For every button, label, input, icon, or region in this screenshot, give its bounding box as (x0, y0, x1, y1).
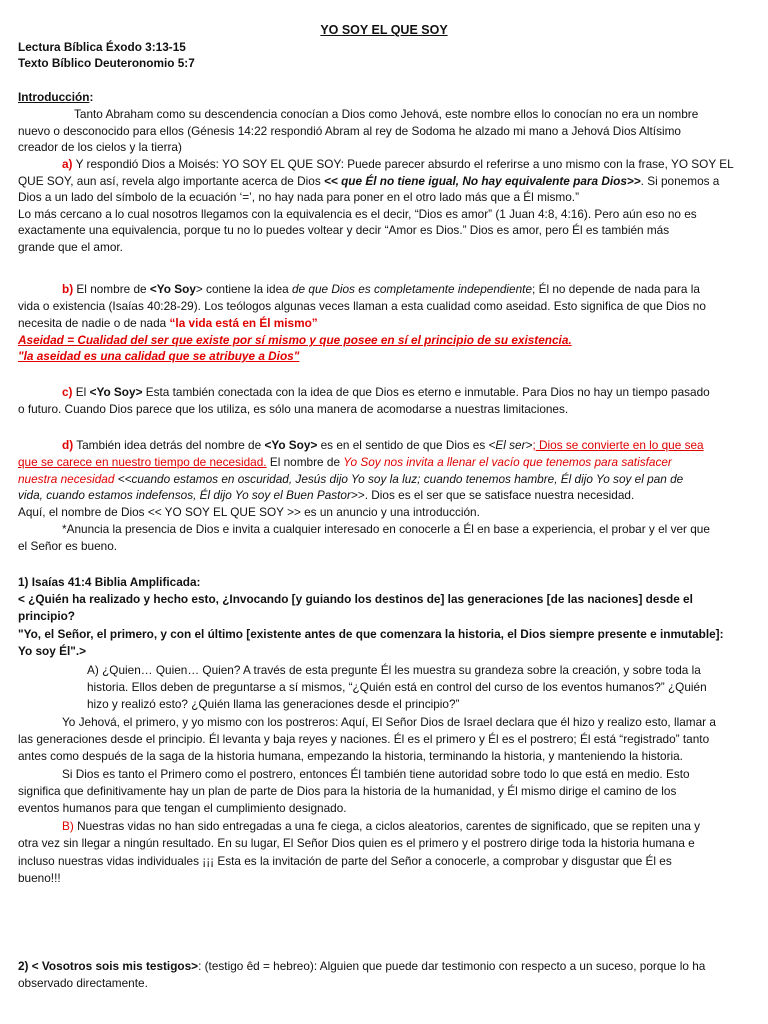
section-2-text-1: : (testigo êd = hebreo): Alguien que puede dar testimonio con respecto a un suceso, porque lo ha (198, 959, 706, 973)
aseidad-note: "la aseidad es una calidad que se atribuye a Dios" (18, 349, 300, 363)
texto-reference: Texto Bíblico Deuteronomio 5:7 (18, 56, 195, 70)
point-d-red-2: que se carece en nuestro tiempo de necesidad. (18, 455, 267, 469)
point-a-text-1: Y respondió Dios a Moisés: YO SOY EL QUE SOY: Puede parecer absurdo el referirse a uno mismo con la frase, YO SOY EL (75, 157, 734, 171)
point-b-text-1c: ; Él no depende de nada para la (532, 282, 700, 296)
point-a-text-2a: QUE SOY, aun así, revela algo importante acerca de Dios (18, 174, 325, 188)
point-d-line-4 (18, 487, 634, 503)
point-d-red-italic-2: nuestra necesidad (18, 472, 115, 486)
point-d-italic-2: vida, cuando estamos indefensos, Él dijo Yo soy el Buen Pastor (18, 488, 351, 502)
point-a-text-2b: . Si ponemos a (640, 174, 720, 188)
point-d-text-2: El nombre de (266, 455, 344, 469)
section-1-quote-1: < ¿Quién ha realizado y hecho esto, ¿Invocando [y guiando los destinos de] las generaciones [de las naciones] desde el (18, 592, 693, 606)
point-d-italic-1: <<cuando estamos en oscuridad, Jesús dijo Yo soy la luz; cuando tenemos hambre, Él dijo Yo soy el pan de (114, 472, 684, 486)
point-d-text-1b: es en el sentido de que Dios es (317, 438, 489, 452)
point-a-emphasis: << que Él no tiene igual, No hay equivalente para Dios>> (324, 174, 641, 188)
point-c-marker: c) (62, 385, 73, 399)
lectura-reference: Lectura Bíblica Éxodo 3:13-15 (18, 40, 186, 54)
section-1-B-text-1: Nuestras vidas no han sido entregadas a una fe ciega, a ciclos aleatorios, carentes de significado, que se repiten una y (73, 819, 701, 833)
section-1-para-5: significa que definitivamente hay un plan de parte de Dios para la historia de la humanidad, y Él mismo dirige el camino de los (18, 784, 677, 798)
point-c-text-1a: El (75, 385, 90, 399)
point-d-text-1a: También idea detrás del nombre de (76, 438, 265, 452)
intro-colon: : (89, 90, 94, 104)
aseidad-definition: Aseidad = Cualidad del ser que existe por sí mismo y que posee en sí el principio de su existencia. (18, 333, 572, 347)
point-d-elser: <El ser> (488, 438, 533, 452)
point-a-line-5: exactamente una equivalencia, porque tu no lo puedes voltear y decir “Amor es Dios.” Dios es amor, pero Él es también más (18, 223, 670, 237)
point-b-quote: “la vida está en Él mismo” (169, 316, 318, 330)
point-d-line-5: Aquí, el nombre de Dios << YO SOY EL QUE SOY >> es un anuncio y una introducción. (18, 505, 480, 519)
point-d-line-3 (18, 471, 683, 487)
point-b-yosoy: <Yo Soy (149, 282, 196, 296)
point-d-line-6: *Anuncia la presencia de Dios e invita a cualquier interesado en conocerle a Él en base a experiencia, el probar y el ver que (62, 522, 710, 536)
point-c-yosoy: <Yo Soy> (89, 385, 143, 399)
page-title: YO SOY EL QUE SOY (320, 23, 448, 37)
point-d-line-1 (62, 437, 704, 453)
section-1-A-line-3: hizo y realizó esto? ¿Quién llama las generaciones desde el principio?” (87, 697, 460, 711)
section-1-B-line-1 (62, 818, 700, 834)
intro-heading: Introducción (18, 90, 90, 104)
section-1-para-1: Yo Jehová, el primero, y yo mismo con los postreros: Aquí, El Señor Dios de Israel declara que él hizo y realizo esto, llamar a (62, 715, 716, 729)
point-b-line-3 (18, 315, 318, 331)
section-2-heading: 2) < Vosotros sois mis testigos> (18, 959, 199, 973)
point-c-line-1 (62, 384, 710, 400)
point-b-text-1a: El nombre de (76, 282, 150, 296)
point-a-marker: a) (62, 157, 73, 171)
section-2-line-1 (18, 958, 705, 974)
point-c-line-2: o futuro. Cuando Dios parece que los utiliza, es sólo una manera de acomodarse a nuestras limitaciones. (18, 402, 569, 416)
point-b-line-2: vida o existencia (Isaías 40:28-29). Los teólogos algunas veces llaman a esta cualidad como aseidad. Esto significa de que Dios no (18, 299, 706, 313)
point-a-line-1 (62, 156, 734, 172)
section-1-A-line-1: A) ¿Quien… Quien… Quien? A través de esta pregunte Él les muestra su grandeza sobre la creación, y sobre toda la (87, 663, 701, 677)
section-1-quote-3: "Yo, el Señor, el primero, y con el último [existente antes de que comenzara la historia, el Dios siempre presente e inmutable]: (18, 627, 724, 641)
intro-line-1: Tanto Abraham como su descendencia conocían a Dios como Jehová, este nombre ellos lo conocían no era un nombre (74, 107, 699, 121)
point-b-italic: de que Dios es completamente independiente (291, 282, 533, 296)
intro-line-3: creador de los cielos y la tierra) (18, 140, 182, 154)
point-b-text-3: necesita de nadie o de nada (18, 316, 170, 330)
section-2-line-2: observado directamente. (18, 976, 148, 990)
intro-line-2: nuevo o desconocido para ellos (Génesis 14:22 respondió Abram al rey de Sodoma he alzado mi mano a Jehová Dios Altísimo (18, 124, 681, 138)
section-1-A-line-2: historia. Ellos deben de preguntarse a sí mismos, “¿Quién está en control del curso de los eventos humanos?” ¿Quién (87, 680, 707, 694)
section-1-B-line-3: incluso nuestras vidas individuales ¡¡¡ Esta es la invitación de parte del Señor a conocerle, a comprobar y disgustar que Él es (18, 854, 672, 868)
point-d-line-2 (18, 454, 672, 470)
point-d-marker: d) (62, 438, 74, 452)
section-1-heading: 1) Isaías 41:4 Biblia Amplificada: (18, 575, 201, 589)
point-d-text-4: >>. Dios es el ser que se satisface nuestra necesidad. (350, 488, 635, 502)
section-1-B-marker: B) (62, 819, 74, 833)
section-1-para-4: Si Dios es tanto el Primero como el postrero, entonces Él también tiene autoridad sobre todo lo que está en medio. Esto (62, 767, 690, 781)
intro-heading-line (18, 89, 93, 105)
point-b-line-1 (62, 281, 700, 297)
point-c-text-1b: Esta también conectada con la idea de que Dios es eterno e inmutable. Para Dios no hay un tiempo pasado (142, 385, 710, 399)
point-a-line-2 (18, 173, 719, 189)
point-a-line-6: grande que el amor. (18, 240, 123, 254)
point-d-red-1: Dios se convierte en lo que sea (535, 438, 704, 452)
point-d-line-7: el Señor es bueno. (18, 539, 118, 553)
point-d-semicolon: ; (532, 438, 536, 452)
section-1-para-3: antes como después de la saga de la historia humana, empezando la historia, terminando la historia, y manteniendo la historia. (18, 749, 683, 763)
section-1-para-2: las generaciones desde el principio. Él levanta y baja reyes y naciones. Él es el primero y Él es el postrero; Él está “registrado” tanto (18, 732, 710, 746)
section-1-B-line-4: bueno!!! (18, 871, 61, 885)
point-b-marker: b) (62, 282, 74, 296)
section-1-para-6: eventos humanos para que tengan el cumplimiento designado. (18, 801, 347, 815)
point-d-yosoy: <Yo Soy> (264, 438, 318, 452)
section-1-quote-4: Yo soy Él".> (18, 644, 86, 658)
point-d-red-italic-1: Yo Soy nos invita a llenar el vacío que tenemos para satisfacer (343, 455, 672, 469)
point-b-text-1b: > contiene la idea (195, 282, 292, 296)
section-1-B-line-2: otra vez sin llegar a ningún resultado. En su lugar, El Señor Dios quien es el primero y el postrero dirige toda la historia humana e (18, 836, 695, 850)
point-a-line-4: Lo más cercano a lo cual nosotros llegamos con la equivalencia es el decir, “Dios es amor” (1 Juan 4:8, 4:16). Pero aún eso no es (18, 207, 697, 221)
section-1-quote-2: principio? (18, 609, 76, 623)
point-a-line-3: Dios a un lado del símbolo de la ecuación ‘=’, no hay nada para poner en el otro lado más que a Él mismo.” (18, 190, 580, 204)
